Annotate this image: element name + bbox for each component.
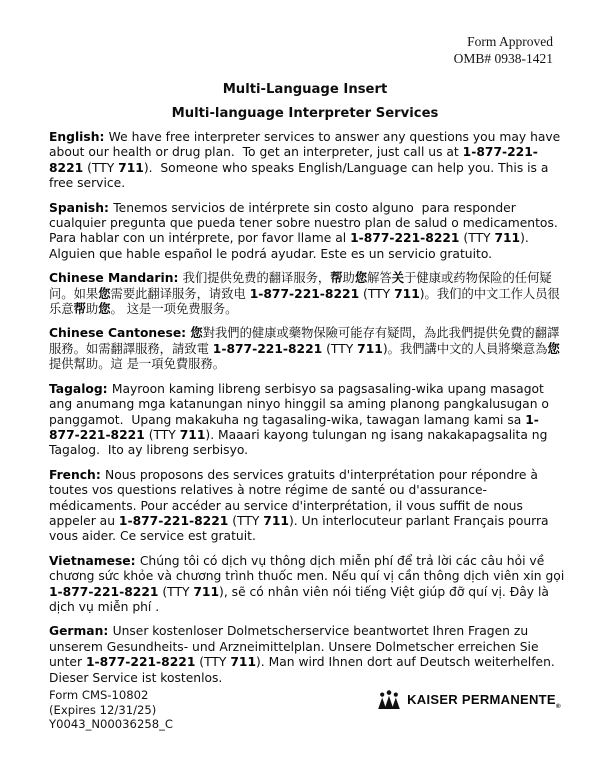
form-number: Form CMS-10802 bbox=[49, 688, 149, 702]
bold-text: 1-877-221-8221 bbox=[118, 513, 229, 528]
body-text: )。我们的中文工作人员很乐意 bbox=[49, 286, 560, 317]
bold-text: 1-877-221-8221 bbox=[350, 231, 460, 246]
bold-text: 您 bbox=[190, 326, 203, 341]
body-text: Mayroon kaming libreng serbisyo sa pagsasaling-wika upang masagot ang anumang mga katanungan ninyo hinggil sa aming planong pangkalusugan o panggamot. Upang makakuha ng tagasaling-wika, tawagan lamang kami sa bbox=[49, 381, 553, 427]
body-text: 解答 bbox=[367, 271, 392, 286]
body-text: (TTY bbox=[158, 584, 194, 599]
body-text: 助 bbox=[85, 302, 99, 317]
body-text: ). Someone who speaks English/Language can help you. This is a free service. bbox=[49, 160, 553, 191]
paragraph-german bbox=[49, 624, 565, 686]
paragraph-chinese-cantonese bbox=[49, 326, 565, 372]
form-approved-block bbox=[49, 34, 561, 67]
bold-text: 您 bbox=[98, 302, 111, 317]
bold-text: 帮 bbox=[73, 302, 86, 317]
body-text: 。 这是一项免费服务。 bbox=[110, 302, 238, 317]
body-text: 助 bbox=[342, 271, 355, 286]
material-id: Y0043_N00036258_C bbox=[49, 717, 173, 732]
language-label-vietnamese: Vietnamese: bbox=[49, 553, 140, 568]
bold-text: 1-877-221-8221 bbox=[85, 655, 196, 670]
form-approved-line: Form Approved bbox=[467, 34, 553, 49]
language-label-chinese-mandarin: Chinese Mandarin: bbox=[49, 271, 183, 286]
paragraph-vietnamese bbox=[49, 553, 569, 616]
body-text: 于健康或药物保险的任何疑 问。如果 bbox=[49, 271, 556, 301]
bold-text: 1-877-221-8221 bbox=[49, 584, 159, 599]
kaiser-permanente-people-logo-icon bbox=[377, 690, 407, 709]
body-text: ). Maaari kayong tulungan ng isang nakakapagsalita ng Tagalog. Ito ay libreng serbisyo. bbox=[49, 427, 552, 458]
language-paragraphs bbox=[49, 130, 569, 686]
body-text: (TTY bbox=[144, 427, 180, 442]
titles bbox=[49, 82, 561, 121]
footer bbox=[49, 688, 561, 732]
body-text: (TTY bbox=[459, 231, 495, 246]
language-label-french: French: bbox=[49, 467, 106, 482]
kaiser-permanente-brand bbox=[377, 690, 561, 709]
bold-text: 您 bbox=[547, 341, 560, 356]
paragraph-tagalog bbox=[49, 382, 565, 459]
body-text: (TTY bbox=[195, 655, 231, 670]
bold-text: 711 bbox=[494, 231, 521, 246]
language-label-german: German: bbox=[49, 624, 113, 639]
body-text: 我们提供免费的翻译服务， bbox=[182, 271, 331, 286]
body-text: We have free interpreter services to answer any questions you may have about our health or drug plan. To get an interpreter, just call us at bbox=[49, 130, 565, 160]
page-subtitle: Multi-language Interpreter Services bbox=[171, 106, 439, 121]
body-text: Nous proposons des services gratuits d'interprétation pour répondre à toutes vos questions relatives à notre régime de santé ou d'assurance-médicaments. Pour accéder au service d'interprétation, il vous suffit de nous appeler au bbox=[49, 467, 542, 528]
paragraph-spanish bbox=[49, 201, 565, 263]
language-label-tagalog: Tagalog: bbox=[49, 381, 112, 396]
language-label-spanish: Spanish: bbox=[49, 200, 114, 215]
bold-text: 711 bbox=[118, 160, 144, 175]
body-text: 需要此翻译服务，请致电 bbox=[110, 286, 250, 301]
form-expiry: (Expires 12/31/25) bbox=[49, 702, 157, 717]
body-text: 提供幫助。這 是一項免費服務。 bbox=[49, 357, 226, 372]
bold-text: 帮 bbox=[330, 271, 343, 286]
bold-text: 1-877-221-8221 bbox=[49, 412, 539, 442]
body-text: ). Un interlocuteur parlant Français pourra vous aider. Ce service est gratuit. bbox=[49, 513, 553, 544]
bold-text: 您 bbox=[98, 286, 111, 301]
body-text: ). Man wird Ihnen dort auf Deutsch weiterhelfen. Dieser Service ist kostenlos. bbox=[49, 655, 559, 685]
body-text: ). Alguien que hable español le podrá ayudar. Este es un servicio gratuito. bbox=[49, 231, 533, 261]
bold-text: 1-877-221-8221 bbox=[49, 145, 538, 175]
paragraph-english bbox=[49, 130, 565, 192]
paragraph-chinese-mandarin bbox=[49, 271, 565, 317]
body-text: )。我們講中文的人員將樂意為 bbox=[382, 341, 548, 356]
bold-text: 关 bbox=[391, 271, 405, 286]
registered-trademark: ® bbox=[555, 703, 561, 710]
language-label-chinese-cantonese: Chinese Cantonese: bbox=[49, 326, 191, 341]
form-id-block bbox=[49, 688, 173, 732]
body-text: (TTY bbox=[359, 286, 395, 301]
body-text: Unser kostenloser Dolmetscherservice beantwortet Ihren Fragen zu unserem Gesundheits- und Arzneimittelplan. Unsere Dolmetscher erreichen Sie unter bbox=[49, 624, 543, 670]
bold-text: 711 bbox=[193, 584, 220, 599]
bold-text: 711 bbox=[179, 427, 206, 442]
paragraph-french bbox=[49, 468, 565, 545]
bold-text: 711 bbox=[357, 341, 383, 356]
body-text: (TTY bbox=[228, 513, 264, 528]
bold-text: 711 bbox=[394, 286, 420, 301]
brand-name: KAISER $PERMANENTE_®$ bbox=[407, 692, 561, 710]
body-text: Tenemos servicios de intérprete sin costo alguno para responder cualquier pregunta que pueda tener sobre nuestro plan de salud o medicamentos. Para hablar con un intérprete, por favor llame al bbox=[49, 200, 562, 246]
body-text: (TTY bbox=[83, 160, 119, 175]
body-text: (TTY bbox=[322, 341, 358, 356]
body-text: 對我們的健康或藥物保險可能存有疑問，為此我們提供免費的翻譯 服務。如需翻譯服務，請致電 bbox=[49, 326, 564, 356]
bold-text: 您 bbox=[354, 271, 368, 286]
page-title: Multi-Language Insert bbox=[222, 82, 388, 97]
bold-text: 1-877-221-8221 bbox=[212, 341, 323, 356]
bold-text: 1-877-221-8221 bbox=[249, 286, 360, 301]
body-text: ), sẽ có nhân viên nói tiếng Việt giúp đỡ quí vị. Đây là dịch vụ miễn phí . bbox=[49, 584, 553, 614]
language-label-english: English: bbox=[49, 130, 109, 144]
bold-text: 711 bbox=[263, 513, 289, 528]
bold-text: 711 bbox=[230, 655, 256, 670]
omb-number: OMB# 0938-1421 bbox=[453, 50, 553, 66]
body-text: Chúng tôi có dịch vụ thông dịch miễn phí để trả lời các câu hỏi về chương sức khỏe và chương trình thuốc men. Nếu quí vị cần thông dịch viên xin gọi bbox=[49, 553, 569, 584]
